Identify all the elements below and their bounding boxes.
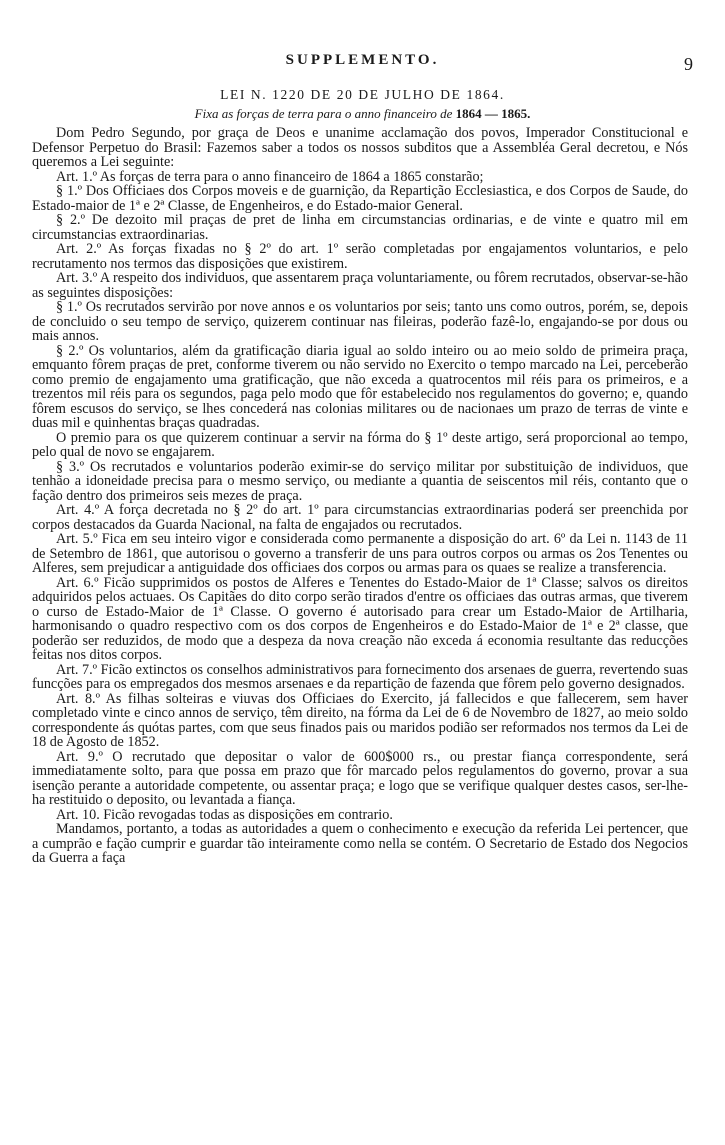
paragraph-art-3: Art. 3.º A respeito dos individuos, que assentarem praça voluntariamente, ou fôrem recrutados, observar-se-hão as seguintes disposições: <box>32 270 688 301</box>
page-header <box>0 52 725 74</box>
law-body <box>32 126 688 866</box>
paragraph-art-3-par-1: § 1.º Os recrutados servirão por nove annos e os voluntarios por seis; tanto uns como outros, porém, se, depois de concluido o seu tempo de serviço, quizerem continuar nas fileiras, poderão fazê-lo, engajando-se por dous ou mais annos. <box>32 299 688 344</box>
paragraph-art-7: Art. 7.º Ficão extinctos os conselhos administrativos para fornecimento dos arsenaes de guerra, revertendo suas funcções para os empregados dos mesmos arsenaes e da repartição de fazenda que fôrem pelo governo designados. <box>32 661 689 692</box>
page-number: 9 <box>684 54 693 74</box>
paragraph-art-5: Art. 5.º Fica em seu inteiro vigor e considerada como permanente a disposição do art. 6º da Lei n. 1143 de 11 de Setembro de 1861, que autorisou o governo a transferir de uns para outros corpos ou armas os 2os Tenentes ou Alferes, sem prejudicar a antiguidade dos officiaes dos corpos ou armas para os quaes se realize a transferencia. <box>32 531 688 576</box>
law-subtitle-text: Fixa as forças de terra para o anno financeiro de <box>194 106 453 121</box>
law-subtitle <box>0 106 725 122</box>
paragraph-art-4: Art. 4.º A força decretada no § 2º do art. 1º para circumstancias extraordinarias poderá ser preenchida por corpos destacados da Guarda Nacional, na falta de engajados ou recrutados. <box>32 502 688 533</box>
paragraph-art-1-par-1: § 1.º Dos Officiaes dos Corpos moveis e de guarnição, da Repartição Ecclesiastica, e dos Corpos de Saude, do Estado-maior de 1ª e 2ª Classe, de Engenheiros, e do Estado-maior General. <box>32 183 688 214</box>
paragraph-preamble: Dom Pedro Segundo, por graça de Deos e unanime acclamação dos povos, Imperador Constitucional e Defensor Perpetuo do Brasil: Fazemos saber a todos os nossos subditos que a Assembléa Geral decretou, e Nós queremos a Lei seguinte: <box>32 125 688 170</box>
paragraph-art-9: Art. 9.º O recrutado que depositar o valor de 600$000 rs., ou prestar fiança correspondente, será immediatamente solto, para que possa em prazo que fôr marcado pelos regulamentos do governo, provar a sua isenção perante a autoridade competente, ou assentar praça; e logo que se verifique qualquer destes casos, ser-lhe-ha restituido o deposito, ou levantada a fiança. <box>32 748 688 808</box>
paragraph-art-3-par-2: § 2.º Os voluntarios, além da gratificação diaria igual ao soldo inteiro ou ao meio soldo de primeira praça, emquanto fôrem praças de pret, conforme tiverem ou não servido no Exercito o tempo marcado na Lei, perceberão como premio de engajamento uma gratificação, que não exceda a quatrocentos mil réis para os primeiros, e a trezentos mil réis para os segundos, paga pelo modo que fôr estabelecido nos regulamentos do governo; e, quando fôrem escusos do serviço, se lhes concederá nas colonias militares ou de nacionaes um prazo de terras de vinte e duas mil e quinhentas braças quadradas. <box>32 342 688 431</box>
paragraph-art-3-par-3: § 3.º Os recrutados e voluntarios poderão eximir-se do serviço militar por substituição de individuos, que tenhão a idoneidade precisa para o mesmo serviço, ou mediante a quantia de seiscentos mil réis, contanto que o fação dentro dos primeiros seis mezes de praça. <box>32 458 688 504</box>
paragraph-art-1-par-2: § 2.º De dezoito mil praças de pret de linha em circumstancias ordinarias, e de vinte e quatro mil em circumstancias extraordinarias. <box>32 212 688 243</box>
running-title: SUPPLEMENTO. <box>285 52 440 68</box>
law-title: LEI N. 1220 DE 20 DE JULHO DE 1864. <box>220 87 505 102</box>
paragraph-premio: O premio para os que quizerem continuar a servir na fórma do § 1º deste artigo, será proporcional ao tempo, pelo qual de novo se engajarem. <box>32 429 688 460</box>
paragraph-art-1: Art. 1.º As forças de terra para o anno financeiro de 1864 a 1865 constarão; <box>56 168 484 185</box>
paragraph-mandamos: Mandamos, portanto, a todas as autoridades a quem o conhecimento e execução da referida Lei pertencer, que a cumprão e fação cumprir e guardar tão inteiramente como nella se contém. O Secretario de Estado dos Negocios da Guerra a faça <box>32 821 688 866</box>
paragraph-art-8: Art. 8.º As filhas solteiras e viuvas dos Officiaes do Exercito, já fallecidos e que fallecerem, sem haver completado vinte e cinco annos de serviço, têm direito, na fórma da Lei de 6 de Novembro de 1827, ao meio soldo correspondente ás quótas partes, com que seus finados pais ou maridos podião ser reformados nos termos da Lei de 18 de Agosto de 1852. <box>32 690 688 750</box>
paragraph-art-2: Art. 2.º As forças fixadas no § 2º do art. 1º serão completadas por engajamentos voluntarios, e pelo recrutamento nos termos das disposições que existirem. <box>32 241 688 272</box>
law-subtitle-years: 1864 — 1865. <box>455 106 531 121</box>
paragraph-art-10: Art. 10. Ficão revogadas todas as disposições em contrario. <box>56 806 393 823</box>
paragraph-art-6: Art. 6.º Ficão supprimidos os postos de Alferes e Tenentes do Estado-Maior de 1ª Classe; salvos os direitos adquiridos pelos actuaes. Os Capitães do dito corpo serão tirados d'entre os officiaes das outras armas, que tiverem o curso de Estado-Maior de 1ª Classe. O governo é autorisado para crear um Estado-Maior de Artilharia, harmonisando o quadro respectivo com os dos corpos de Engenheiros e do Estado-Maior de 1ª e 2ª classe, que poderão ser reduzidos, de modo que a despeza da nova creação não exceda á economia resultante das reducções feitas nos ditos corpos. <box>32 574 688 663</box>
